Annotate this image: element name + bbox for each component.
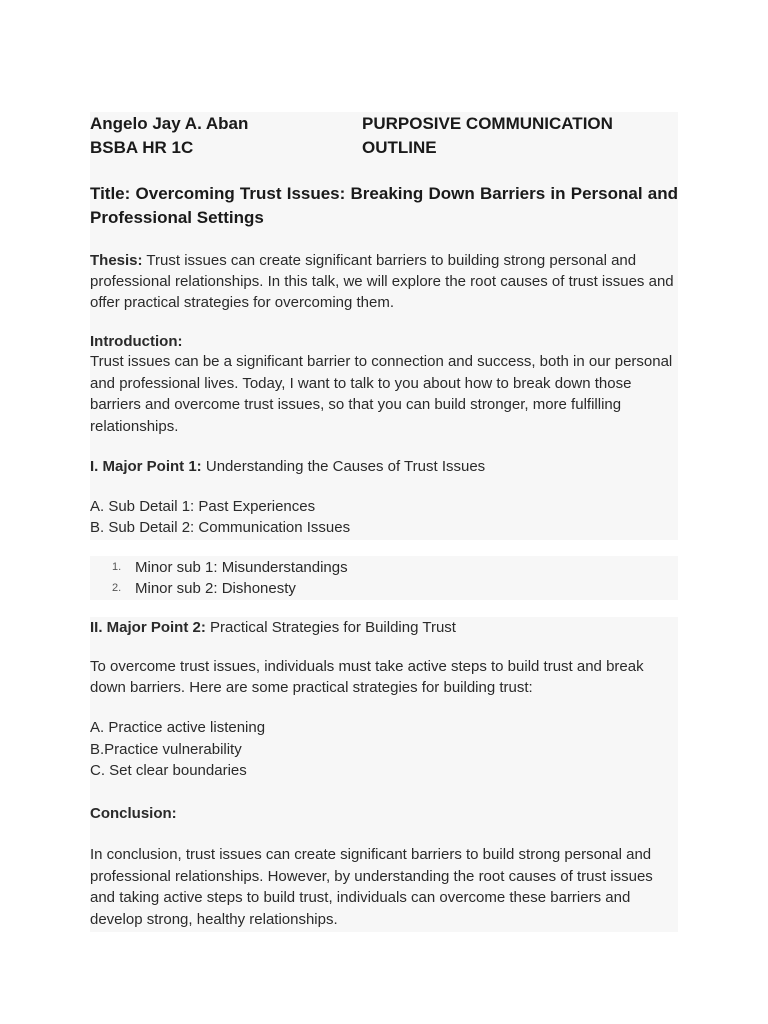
outline-section-2 — [90, 617, 678, 932]
thesis-label: Thesis: — [90, 252, 143, 269]
list-number: 2. — [112, 582, 122, 594]
major-point-2-label: II. Major Point 2: — [90, 619, 206, 636]
major-point-1-label: I. Major Point 1: — [90, 458, 202, 475]
sub-detail-2: B. Sub Detail 2: Communication Issues — [90, 519, 351, 536]
strategy-2: B.Practice vulnerability — [90, 741, 242, 758]
header-block — [90, 112, 678, 160]
strategy-1: A. Practice active listening — [90, 719, 266, 736]
major-point-1 — [90, 456, 678, 477]
sub-detail-1: A. Sub Detail 1: Past Experiences — [90, 498, 316, 515]
thesis-text: Trust issues can create significant barriers to building strong personal and professional relationships. In this talk, we will explore the root causes of trust issues and offer practical strategies for overcoming them. — [90, 252, 674, 311]
thesis-paragraph — [90, 250, 678, 313]
minor-sub-list — [90, 556, 678, 600]
student-course: BSBA HR 1C — [90, 138, 194, 157]
introduction-label: Introduction: — [90, 333, 183, 350]
list-item — [90, 557, 678, 578]
major-point-2 — [90, 617, 678, 638]
list-item — [90, 578, 678, 599]
introduction-text: Trust issues can be a significant barrier to connection and success, both in our personal and professional lives. Today, I want to talk to you about how to break down those barriers and overcome trust issues, so that you can build stronger, more fulfilling relationships. — [90, 353, 673, 435]
student-name: Angelo Jay A. Aban — [90, 114, 249, 133]
outline-section-1 — [90, 112, 678, 540]
major-point-2-paragraph: To overcome trust issues, individuals must take active steps to build trust and break down barriers. Here are some practical strategies for building trust: — [90, 658, 644, 696]
conclusion-text: In conclusion, trust issues can create significant barriers to build strong personal and professional relationships. However, by understanding the root causes of trust issues and taking active steps to build trust, individuals can overcome these barriers and develop strong, healthy relationships. — [90, 846, 653, 928]
major-point-2-text: Practical Strategies for Building Trust — [205, 619, 456, 636]
list-text: Minor sub 2: Dishonesty — [135, 580, 296, 597]
list-text: Minor sub 1: Misunderstandings — [135, 559, 348, 576]
document-type: OUTLINE — [362, 138, 437, 157]
page-title: Title: Overcoming Trust Issues: Breaking Down Barriers in Personal and Professional Settings — [90, 184, 678, 227]
subject-name: PURPOSIVE COMMUNICATION — [362, 114, 613, 133]
list-number: 1. — [112, 561, 122, 573]
strategy-3: C. Set clear boundaries — [90, 762, 247, 779]
major-point-1-text: Understanding the Causes of Trust Issues — [201, 458, 486, 475]
conclusion-label: Conclusion: — [90, 805, 177, 822]
